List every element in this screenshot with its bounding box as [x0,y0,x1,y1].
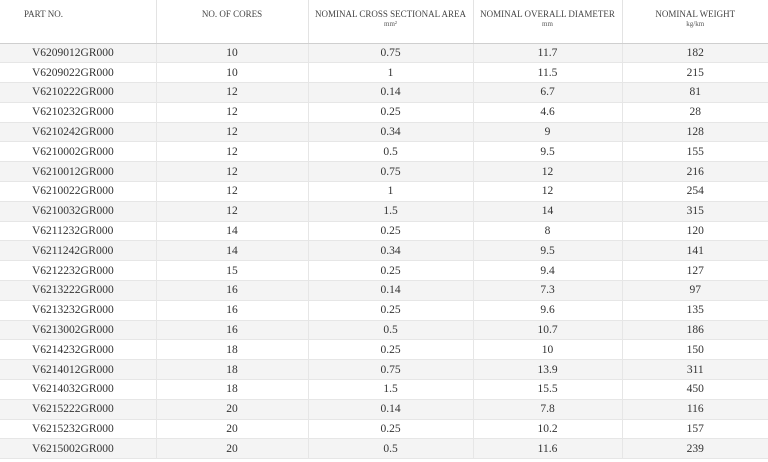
overall-diameter-cell: 12 [473,182,622,202]
cross-section-area-cell: 0.75 [308,360,473,380]
table-row [0,360,768,380]
weight-cell: 239 [622,439,768,459]
table-row [0,162,768,182]
cores-cell: 12 [156,162,308,182]
cores-cell: 12 [156,83,308,103]
weight-header [622,0,768,43]
overall-diameter-cell: 4.6 [473,102,622,122]
overall-diameter-cell: 11.6 [473,439,622,459]
weight-cell: 315 [622,201,768,221]
weight-cell: 155 [622,142,768,162]
part-no-header [0,0,156,43]
overall-diameter-cell: 12 [473,162,622,182]
overall-diameter-cell: 9.4 [473,261,622,281]
diameter-header [473,0,622,43]
cores-cell: 12 [156,102,308,122]
table-row [0,182,768,202]
weight-cell: 216 [622,162,768,182]
part-number-cell: V6215002GR000 [0,439,156,459]
part-number-cell: V6210012GR000 [0,162,156,182]
weight-cell: 215 [622,63,768,83]
table-row [0,241,768,261]
cores-cell: 16 [156,320,308,340]
cores-cell: 20 [156,439,308,459]
table-row [0,281,768,301]
table-row [0,122,768,142]
header-row [0,0,768,43]
part-number-cell: V6213232GR000 [0,300,156,320]
table-row [0,43,768,63]
weight-cell: 186 [622,320,768,340]
weight-cell: 97 [622,281,768,301]
area-unit: mm² [384,20,397,28]
cross-section-area-cell: 0.14 [308,399,473,419]
weight-cell: 311 [622,360,768,380]
cores-header [156,0,308,43]
part-number-cell: V6210222GR000 [0,83,156,103]
overall-diameter-cell: 15.5 [473,380,622,400]
cores-cell: 16 [156,300,308,320]
part-number-cell: V6214232GR000 [0,340,156,360]
cross-section-area-cell: 1 [308,63,473,83]
part-number-cell: V6213222GR000 [0,281,156,301]
part-number-cell: V6210032GR000 [0,201,156,221]
cores-cell: 20 [156,399,308,419]
overall-diameter-cell: 7.8 [473,399,622,419]
overall-diameter-cell: 9.5 [473,241,622,261]
cores-header-label: NO. OF CORES [201,9,263,19]
diameter-unit: mm [542,20,553,28]
part-number-cell: V6209012GR000 [0,43,156,63]
cores-cell: 18 [156,340,308,360]
part-number-cell: V6211242GR000 [0,241,156,261]
cross-section-area-cell: 0.25 [308,102,473,122]
table-row [0,221,768,241]
cross-section-area-cell: 0.75 [308,43,473,63]
cores-cell: 12 [156,142,308,162]
part-number-cell: V6214012GR000 [0,360,156,380]
table-row [0,63,768,83]
overall-diameter-cell: 9 [473,122,622,142]
cross-section-area-cell: 0.75 [308,162,473,182]
area-header-label: NOMINAL CROSS SECTIONAL AREA [314,9,467,19]
table-row [0,399,768,419]
cores-cell: 18 [156,380,308,400]
overall-diameter-cell: 11.5 [473,63,622,83]
cross-section-area-cell: 0.14 [308,281,473,301]
table-body [0,43,768,459]
overall-diameter-cell: 9.6 [473,300,622,320]
table-row [0,142,768,162]
cross-section-area-cell: 0.5 [308,142,473,162]
cores-cell: 12 [156,122,308,142]
cross-section-area-cell: 0.5 [308,320,473,340]
cores-cell: 15 [156,261,308,281]
part-number-cell: V6214032GR000 [0,380,156,400]
table-row [0,201,768,221]
cores-cell: 14 [156,241,308,261]
weight-cell: 141 [622,241,768,261]
overall-diameter-cell: 11.7 [473,43,622,63]
weight-cell: 28 [622,102,768,122]
diameter-header-label: NOMINAL OVERALL DIAMETER [480,9,615,19]
part-number-cell: V6209022GR000 [0,63,156,83]
cores-cell: 18 [156,360,308,380]
cores-cell: 10 [156,63,308,83]
weight-cell: 128 [622,122,768,142]
part-number-cell: V6215222GR000 [0,399,156,419]
table-row [0,380,768,400]
part-number-cell: V6211232GR000 [0,221,156,241]
weight-cell: 127 [622,261,768,281]
cross-section-area-cell: 0.25 [308,340,473,360]
table-row [0,83,768,103]
cross-section-area-cell: 0.25 [308,419,473,439]
weight-cell: 135 [622,300,768,320]
weight-cell: 450 [622,380,768,400]
weight-cell: 116 [622,399,768,419]
cross-section-area-cell: 0.34 [308,241,473,261]
cross-section-area-cell: 0.25 [308,300,473,320]
overall-diameter-cell: 10.7 [473,320,622,340]
part-number-cell: V6213002GR000 [0,320,156,340]
weight-cell: 157 [622,419,768,439]
part-number-cell: V6210002GR000 [0,142,156,162]
overall-diameter-cell: 13.9 [473,360,622,380]
table-row [0,300,768,320]
cross-section-area-cell: 1 [308,182,473,202]
cores-cell: 20 [156,419,308,439]
cross-section-area-cell: 1.5 [308,380,473,400]
overall-diameter-cell: 9.5 [473,142,622,162]
table-row [0,419,768,439]
weight-cell: 254 [622,182,768,202]
overall-diameter-cell: 10 [473,340,622,360]
table-header [0,0,768,43]
part-number-cell: V6210242GR000 [0,122,156,142]
cores-cell: 14 [156,221,308,241]
table-row [0,340,768,360]
part-number-cell: V6212232GR000 [0,261,156,281]
part-number-cell: V6210232GR000 [0,102,156,122]
cross-section-area-cell: 0.5 [308,439,473,459]
part-no-header-label: PART NO. [24,9,63,19]
part-number-cell: V6215232GR000 [0,419,156,439]
table-row [0,439,768,459]
cross-section-area-cell: 0.34 [308,122,473,142]
cross-section-area-cell: 1.5 [308,201,473,221]
part-number-cell: V6210022GR000 [0,182,156,202]
overall-diameter-cell: 6.7 [473,83,622,103]
cores-cell: 16 [156,281,308,301]
cross-section-area-cell: 0.25 [308,261,473,281]
cross-section-area-cell: 0.25 [308,221,473,241]
weight-cell: 81 [622,83,768,103]
weight-unit: kg/km [686,20,705,28]
table-row [0,320,768,340]
overall-diameter-cell: 7.3 [473,281,622,301]
overall-diameter-cell: 10.2 [473,419,622,439]
overall-diameter-cell: 14 [473,201,622,221]
cores-cell: 10 [156,43,308,63]
cores-cell: 12 [156,182,308,202]
overall-diameter-cell: 8 [473,221,622,241]
weight-cell: 150 [622,340,768,360]
area-header [308,0,473,43]
table-row [0,261,768,281]
weight-cell: 120 [622,221,768,241]
weight-header-label: NOMINAL WEIGHT [655,9,736,19]
cross-section-area-cell: 0.14 [308,83,473,103]
table-row [0,102,768,122]
weight-cell: 182 [622,43,768,63]
cores-cell: 12 [156,201,308,221]
